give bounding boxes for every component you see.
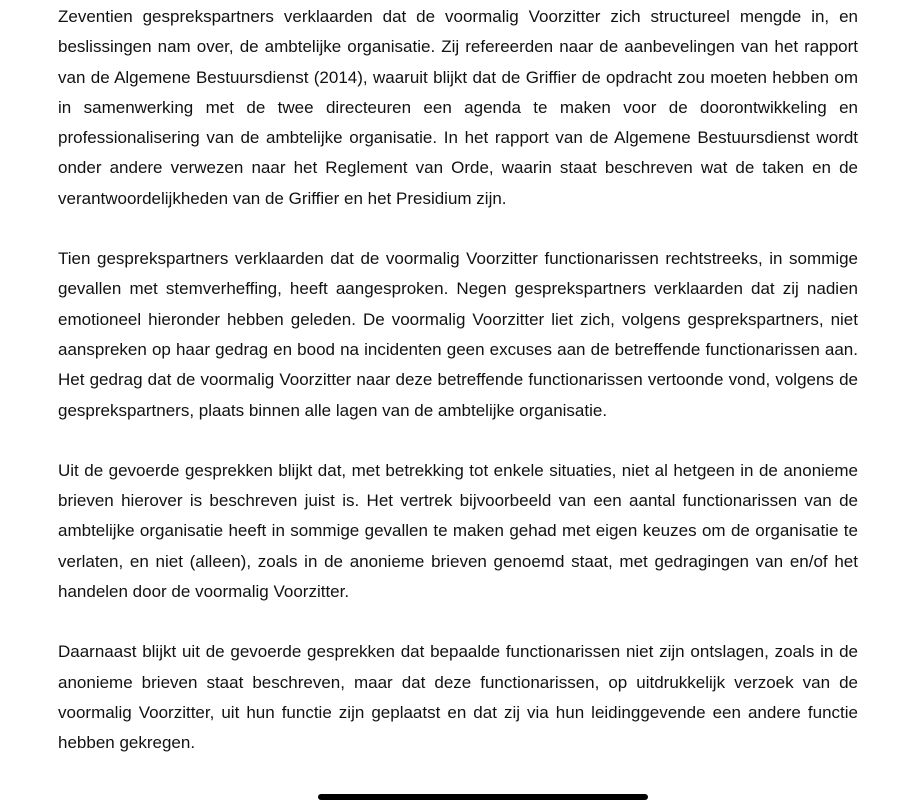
paragraph-2: Tien gesprekspartners verklaarden dat de voormalig Voorzitter functionarissen rechtstreeks, in sommige gevallen met stemverheffing, heeft aangesproken. Negen gesprekspartners verklaarden dat zij nadien emotioneel hieronder hebben geleden. De voormalig Voorzitter liet zich, volgens gesprekspartners, niet aanspreken op haar gedrag en bood na incidenten geen excuses aan de betreffende functionarissen aan. Het gedrag dat de voormalig Voorzitter naar deze betreffende functionarissen vertoonde vond, volgens de gesprekspartners, plaats binnen alle lagen van de ambtelijke organisatie. bbox=[58, 249, 858, 420]
document-page bbox=[58, 0, 858, 759]
home-indicator-bar[interactable] bbox=[318, 794, 648, 800]
paragraph-3: Uit de gevoerde gesprekken blijkt dat, met betrekking tot enkele situaties, niet al hetgeen in de anonieme brieven hierover is beschreven juist is. Het vertrek bijvoorbeeld van een aantal functionarissen van de ambtelijke organisatie heeft in sommige gevallen te maken gehad met eigen keuzes om de organisatie te verlaten, en niet (alleen), zoals in de anonieme brieven genoemd staat, met gedragingen van en/of het handelen door de voormalig Voorzitter. bbox=[58, 460, 858, 602]
paragraph-4: Daarnaast blijkt uit de gevoerde gesprekken dat bepaalde functionarissen niet zijn ontslagen, zoals in de anonieme brieven staat beschreven, maar dat deze functionarissen, op uitdrukkelijk verzoek van de voormalig Voorzitter, uit hun functie zijn geplaatst en dat zij via hun leidinggevende een andere functie hebben gekregen. bbox=[58, 642, 858, 753]
paragraph-1: Zeventien gesprekspartners verklaarden dat de voormalig Voorzitter zich structureel mengde in, en beslissingen nam over, de ambtelijke organisatie. Zij refereerden naar de aanbevelingen van het rapport van de Algemene Bestuursdienst (2014), waaruit blijkt dat de Griffier de opdracht zou moeten hebben om in samenwerking met de twee directeuren een agenda te maken voor de doorontwikkeling en professionalisering van de ambtelijke organisatie. In het rapport van de Algemene Bestuursdienst wordt onder andere verwezen naar het Reglement van Orde, waarin staat beschreven wat de taken en de verantwoordelijkheden van de Griffier en het Presidium zijn. bbox=[58, 7, 858, 208]
